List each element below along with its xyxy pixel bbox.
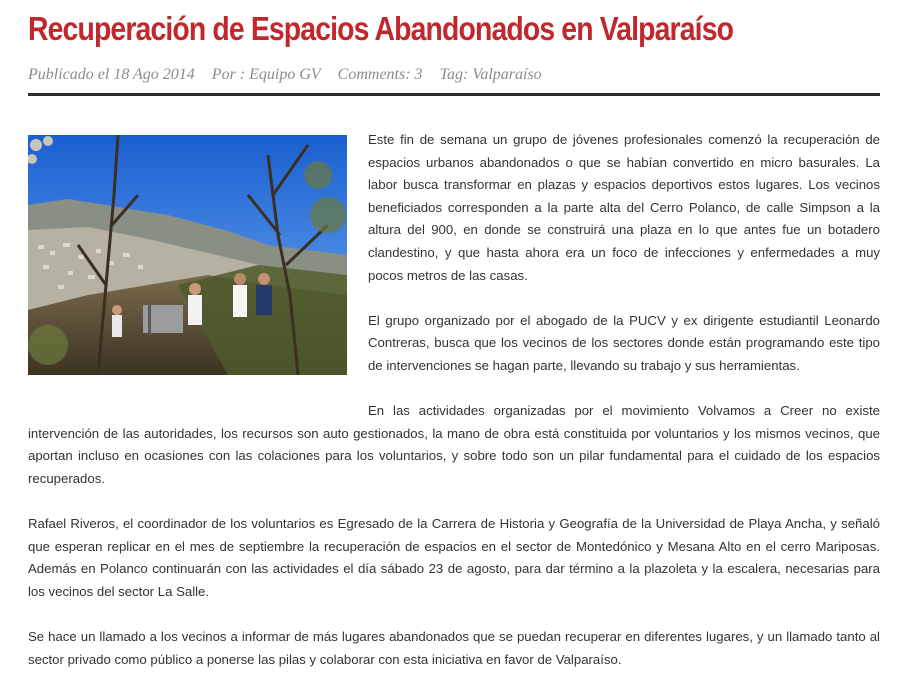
post-paragraph-2: El grupo organizado por el abogado de la PUCV y ex dirigente estudiantil Leonardo Contreras, busca que los vecinos de los sectores donde están programando este tipo de intervenciones se hagan parte, llevando su trabajo y sus herramientas. [368,312,880,373]
post-comments-link[interactable]: Comments: 3 [337,66,423,83]
post-date: Publicado el 18 Ago 2014 [28,66,195,83]
post-paragraph-3: En las actividades organizadas por el movimiento Volvamos a Creer no existe intervención de las autoridades, los recursos son auto gestionados, la mano de obra está constituida por voluntarios y los mismos vecinos, que aportan incluso en ocasiones con las colaciones para los voluntarios, y sobre todo son un pilar fundamental para el cuidado de los espacios recuperados. [28,403,880,486]
post-meta [28,66,555,84]
post-tag-link[interactable]: Tag: Valparaíso [439,66,542,83]
photo-float-spacer [28,129,368,381]
post-title[interactable]: Recuperación de Espacios Abandonados en Valparaíso [28,10,734,47]
post-paragraph-5: Se hace un llamado a los vecinos a informar de más lugares abandonados que se puedan recuperar en diferentes lugares, y un llamado tanto al sector privado como público a ponerse las pilas y colaborar con esta iniciativa en favor de Valparaíso. [28,629,880,667]
post-paragraph-4: Rafael Riveros, el coordinador de los voluntarios es Egresado de la Carrera de Historia y Geografía de la Universidad de Playa Ancha, y señaló que esperan replicar en el mes de septiembre la recuperación de espacios en el sector de Montedónico y Mesana Alto en el cerro Mariposas. Además en Polanco continuarán con las actividades el día sábado 23 de agosto, para dar término a la plazoleta y la escalera, necesarias para los vecinos del sector La Salle. [28,516,880,599]
title-divider [28,93,880,96]
post-author-link[interactable]: Por : Equipo GV [211,66,321,83]
post-paragraph-1: Este fin de semana un grupo de jóvenes profesionales comenzó la recuperación de espacios urbanos abandonados o que se habían convertido en micro basurales. La labor busca transformar en plazas y espacios deportivos estos lugares. Los vecinos beneficiados corresponden a la parte alta del Cerro Polanco, de calle Simpson a la altura del 900, en donde se construirá una plaza en lo que antes fue un botadero clandestino, y que hasta ahora era un foco de infecciones y enfermedades a muy pocos metros de las casas. [368,132,880,283]
post-body [28,129,880,694]
